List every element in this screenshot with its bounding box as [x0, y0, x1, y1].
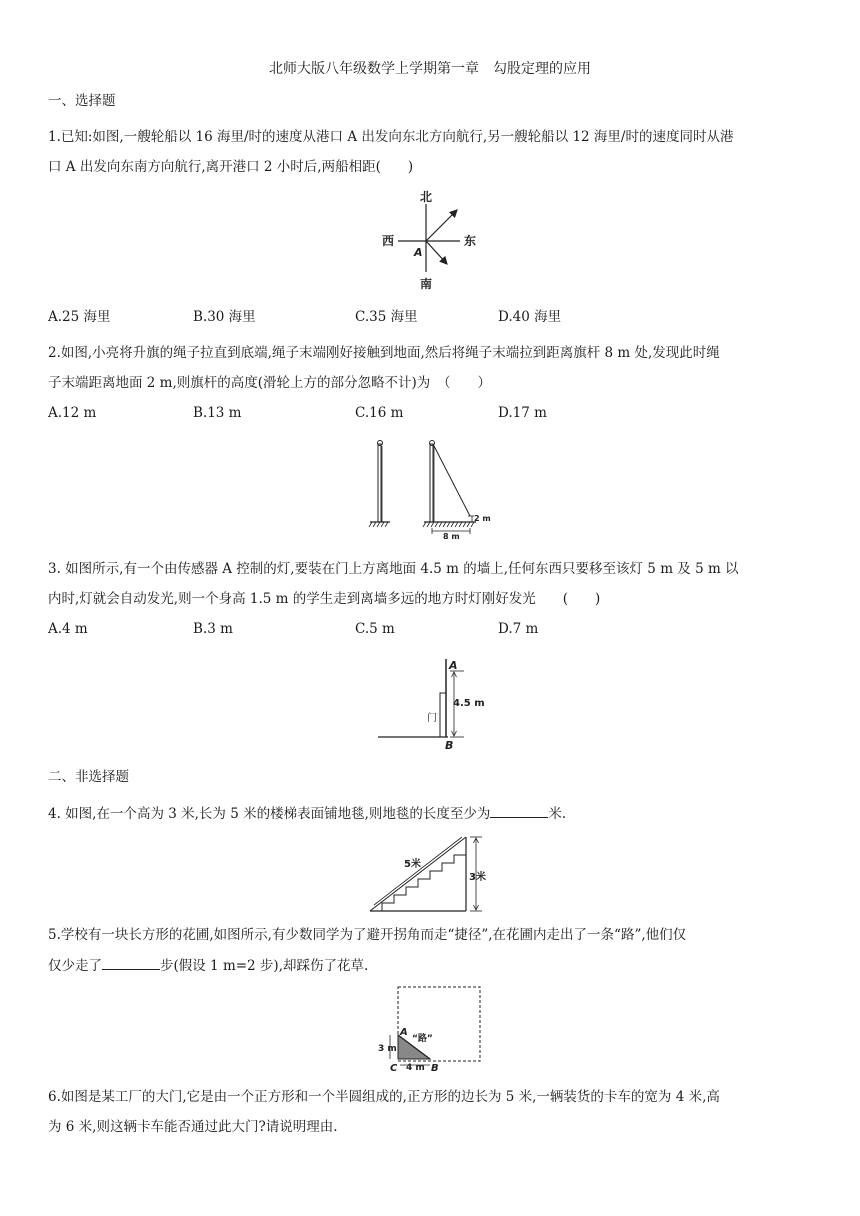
q5-fig-road-label: “路” [412, 1034, 433, 1044]
q4-fig-height-label: 3米 [469, 872, 486, 883]
q5-fig-side-a: 3 m [378, 1044, 397, 1054]
q1-option-b[interactable]: B.30 海里 [193, 309, 256, 325]
q5-text-before: 仅少走了 [48, 958, 102, 974]
q1-option-c[interactable]: C.35 海里 [355, 309, 418, 325]
q4-stairs-figure [366, 833, 496, 917]
q3-text-line1: 3. 如图所示,有一个由传感器 A 控制的灯,要装在门上方离地面 4.5 m 的墙上,任何东西只要移至该灯 5 m 及 5 m 以 [48, 561, 739, 577]
q3-option-b[interactable]: B.3 m [193, 621, 233, 637]
q1-fig-point-a: A [414, 246, 423, 259]
q1-fig-east: 东 [464, 234, 477, 248]
q5-fig-point-b: B [431, 1063, 439, 1074]
q1-fig-west: 西 [382, 234, 395, 248]
q5-garden-figure [378, 985, 488, 1073]
q5-text-after: 步(假设 1 m=2 步),却踩伤了花草. [160, 958, 369, 974]
q3-option-a[interactable]: A.4 m [48, 621, 88, 637]
q2-option-a[interactable]: A.12 m [48, 405, 97, 421]
q3-fig-point-a: A [449, 659, 458, 672]
q1-text-line2: 口 A 出发向东南方向航行,离开港口 2 小时后,两船相距( ) [48, 159, 414, 175]
q5-fig-side-b: 4 m [406, 1063, 425, 1073]
q6-text-line1: 6.如图是某工厂的大门,它是由一个正方形和一个半圆组成的,正方形的边长为 5 米,一辆装货的卡车的宽为 4 米,高 [48, 1089, 720, 1105]
q4-text-after: 米. [548, 806, 567, 822]
q2-fig-height-label: 2 m [474, 514, 491, 523]
q2-text-line2: 子末端距离地面 2 m,则旗杆的高度(滑轮上方的部分忽略不计)为 （ ） [48, 375, 492, 391]
q5-text-line1: 5.学校有一块长方形的花圃,如图所示,有少数同学为了避开拐角而走“捷径”,在花圃内走出了一条“路”,他们仅 [48, 927, 687, 943]
q2-flagpole-figure [366, 438, 494, 540]
q3-options [48, 621, 648, 641]
q3-option-c[interactable]: C.5 m [355, 621, 395, 637]
q3-text-line2: 内时,灯就会自动发光,则一个身高 1.5 m 的学生走到离墙多远的地方时灯刚好发光 ( ) [48, 591, 601, 607]
q3-fig-point-b: B [445, 739, 454, 752]
q5-fig-point-c: C [390, 1063, 398, 1074]
q3-option-d[interactable]: D.7 m [498, 621, 539, 637]
section-heading-choice: 一、选择题 [48, 93, 116, 109]
q2-fig-base-label: 8 m [443, 532, 460, 541]
q1-options [48, 305, 648, 325]
q2-option-c[interactable]: C.16 m [355, 405, 404, 421]
q2-text-line1: 2.如图,小亮将升旗的绳子拉直到底端,绳子末端刚好接触到地面,然后将绳子末端拉到距离旗杆 8 m 处,发现此时绳 [48, 345, 720, 361]
q2-options [48, 405, 648, 425]
q5-text-line2 [48, 955, 368, 976]
q3-fig-door-label: 门 [427, 713, 437, 724]
q2-option-d[interactable]: D.17 m [498, 405, 547, 421]
q4-fig-length-label: 5米 [404, 859, 421, 870]
q4-answer-blank[interactable] [490, 803, 548, 818]
q5-answer-blank[interactable] [102, 955, 160, 970]
section-heading-nonchoice: 二、非选择题 [48, 769, 129, 785]
q1-option-a[interactable]: A.25 海里 [48, 309, 111, 325]
q1-option-d[interactable]: D.40 海里 [498, 309, 562, 325]
q1-compass-figure [360, 188, 500, 296]
q6-text-line2: 为 6 米,则这辆卡车能否通过此大门?请说明理由. [48, 1119, 338, 1135]
q3-sensor-figure [376, 655, 496, 751]
q2-option-b[interactable]: B.13 m [193, 405, 242, 421]
q3-fig-height-label: 4.5 m [453, 698, 485, 709]
q4-text-before: 4. 如图,在一个高为 3 米,长为 5 米的楼梯表面铺地毯,则地毯的长度至少为 [48, 806, 491, 822]
page-title: 北师大版八年级数学上学期第一章 勾股定理的应用 [269, 61, 591, 77]
q1-text-line1: 1.已知:如图,一艘轮船以 16 海里/时的速度从港口 A 出发向东北方向航行,另一艘轮船以 12 海里/时的速度同时从港 [48, 129, 734, 145]
q4-text [48, 803, 566, 824]
q1-fig-south: 南 [420, 277, 433, 291]
q5-fig-point-a: A [400, 1027, 408, 1038]
q1-fig-north: 北 [420, 190, 433, 204]
